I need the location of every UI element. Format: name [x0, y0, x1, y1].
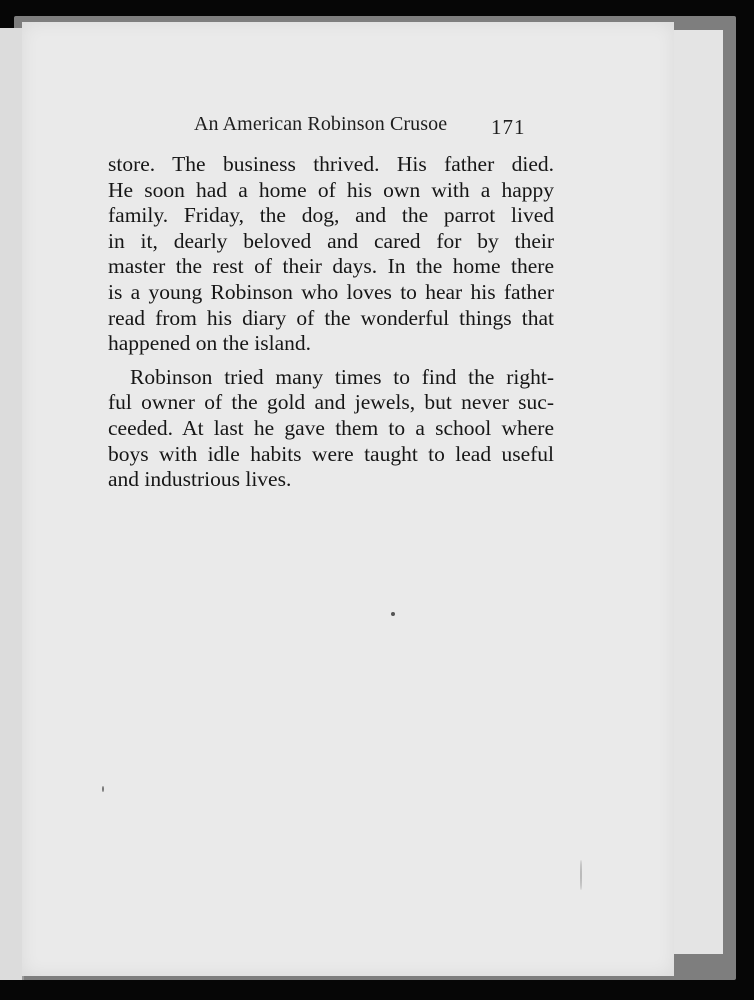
text-line: Robinson tried many times to find the right- — [130, 364, 554, 389]
running-head — [0, 113, 754, 143]
text-line: is a young Robinson who loves to hear his father — [108, 279, 554, 304]
body-text — [108, 152, 554, 493]
text-line: happened on the island. — [108, 331, 312, 356]
paragraph-gap — [108, 357, 554, 365]
text-line: and industrious lives. — [108, 467, 292, 492]
running-title: An American Robinson Crusoe — [194, 113, 448, 135]
paragraph-1 — [108, 152, 554, 357]
text-line: in it, dearly beloved and cared for by their — [108, 228, 554, 253]
paper-speck — [391, 612, 395, 616]
text-line: ful owner of the gold and jewels, but never suc- — [108, 390, 554, 415]
text-line: read from his diary of the wonderful things that — [108, 305, 554, 330]
text-line: store. The business thrived. His father died. — [108, 152, 554, 176]
cover-edge — [672, 30, 723, 954]
paragraph-2 — [108, 365, 554, 493]
paper-speck — [580, 860, 582, 890]
facing-page-edge — [0, 28, 24, 980]
text-line: family. Friday, the dog, and the parrot lived — [108, 203, 554, 228]
paper-speck — [102, 786, 104, 792]
text-line: He soon had a home of his own with a happy — [108, 177, 554, 202]
page-number: 171 — [491, 115, 526, 139]
text-line: ceeded. At last he gave them to a school where — [108, 415, 554, 440]
text-line: boys with idle habits were taught to lead useful — [108, 441, 554, 466]
text-line: master the rest of their days. In the home there — [108, 254, 554, 279]
